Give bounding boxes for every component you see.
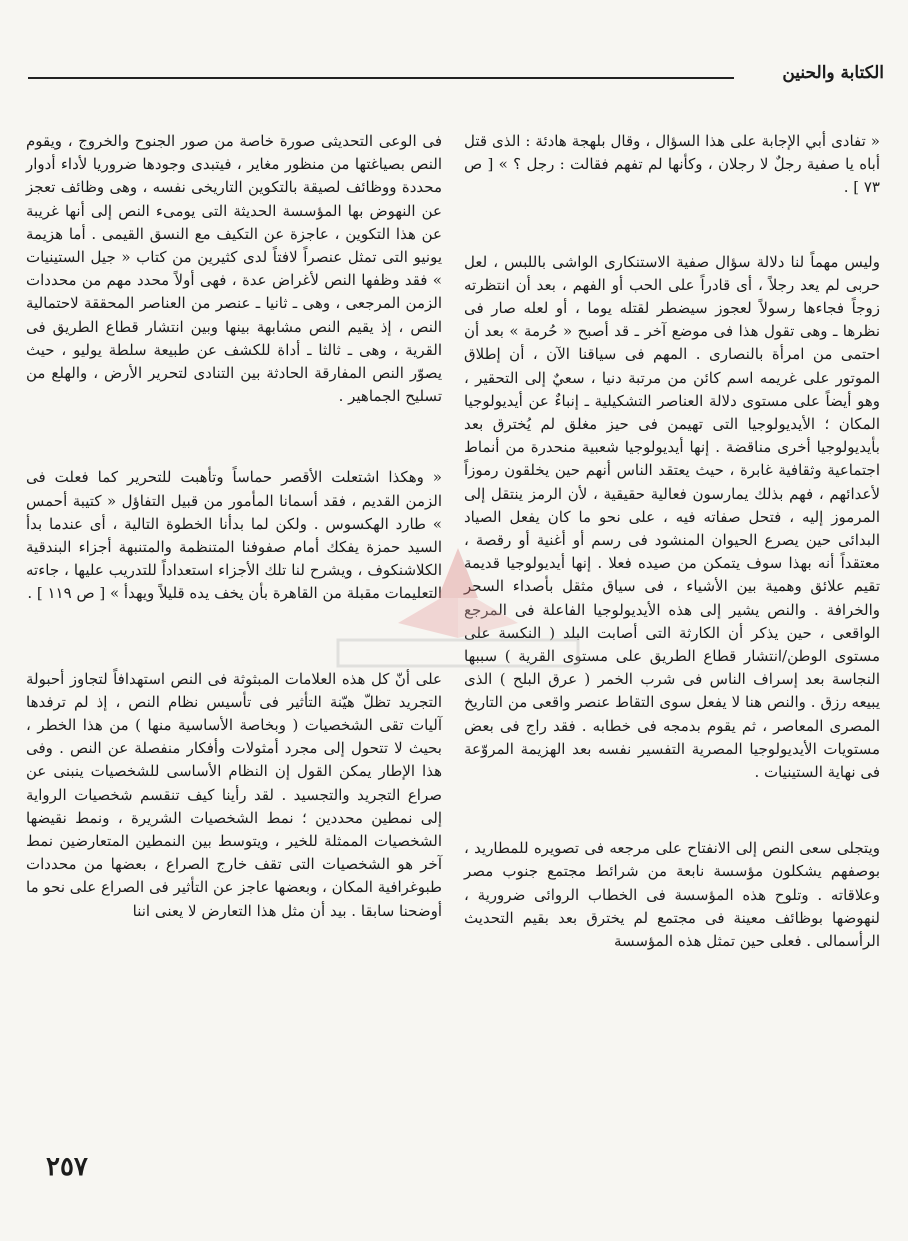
page-header — [28, 62, 884, 86]
left-column — [26, 130, 442, 923]
body-paragraph: ويتجلى سعى النص إلى الانفتاح على مرجعه فى تصويره للمطاريد ، بوصفهم يشكلون مؤسسة نابعة من شرائط مجتمع جنوب مصر وعلاقاته . وتلوح هذه المؤسسة فى الخطاب الروائى ضرورية ، لنهوضها بوظائف معينة فى مجتمع لم يخترق بعد بقيم التحديث الرأسمالى . فعلى حين تمثل هذه المؤسسة — [464, 839, 880, 951]
body-paragraph: وليس مهماً لنا دلالة سؤال صفية الاستنكارى الواشى باللبس ، لعل حربى لم يعد رجلاً ، أى قادراً على الحب أو الفهم ، بعد أن انتظرته زوجاً فجاءها رسولاً لعجوز سيضطر لقتله يوما ، أو لعله صار فى نظرها ـ وهى تقول هذا فى موضع آخر ـ قد أصبح « حُرمة » بعد أن احتمى من امرأة بالنصارى . المهم فى سياقنا الآن ، أن إطلاق الموتور على غريمه اسم كائن من مرتبة دنيا ، سعيٌ إلى التحقير ، وهو أيضاً على مستوى دلالة العناصر التشكيلية ـ إنباءٌ عن أيديولوجيا المكان ؛ الأيديولوجيا التى تهيمن فى حيز مغلق لم يُخترق بعد بأيديولوجيا أخرى مناقضة . إنها أيديولوجيا شعبية منحدرة من أنماط اجتماعية وثقافية غابرة ، حيث يعتقد الناس أنهم حين يخلقون رموزاً لأعدائهم ، فهم بذلك يمارسون فعالية حقيقية ، لأن الرمز ينتقل إلى المرموز إليه ، فتحل صفاته فيه ، على نحو ما كان يفعل الصياد البدائى حين يصرع الحيوان المنشود فى رسم أو أغنية أو رقصة ، معتقداً أنه بهذا سوف يتمكن من صيده فعلا . إنها أيديولوجيا قديمة تقيم علائق وهمية بين الأشياء ، فى سياق مثقل بأصداء السحر والخرافة . والنص يشير إلى هذه الأيديولوجيا الفاعلة فى المرجع الواقعى ، حين يذكر أن الكارثة التى أصابت البلد ( النكسة على مستوى الوطن/انتشار قطاع الطريق على مستوى القرية ) سببها النجاسة بعد إسراف الناس فى شرب الخمر ( عرق البلح ) الذى يبيعه رزق . والنص هنا لا يفعل سوى التقاط عنصر واقعى من التاريخ المصرى المعاصر ، ثم يقوم بدمجه فى خطابه . فقد راج فى بعض مستويات الأيديولوجيا المصرية التفسير نفسه بعد الهزيمة المروّعة فى نهاية الستينيات . — [464, 252, 880, 782]
body-paragraph: على أنّ كل هذه العلامات المبثوثة فى النص استهدافاً لتجاوز أحبولة التجريد تظلّ هيّنة التأثير فى تأسيس نظام النص ، إذ لم ترفدها آليات تقى الشخصيات ( وبخاصة الأساسية منها ) من هذا الخطر ، بحيث لا تتحول إلى مجرد أمثولات وأفكار منفصلة عن النص . وفى هذا الإطار يمكن القول إن النظام الأساسى للشخصيات ينبنى عن صراع التجريد والتجسيد . لقد رأينا كيف تنقسم شخصيات الرواية إلى نمطين محددين ؛ نمط الشخصيات الشريرة ، ونمط نقيضها الشخصيات الممثلة للخير ، ويتوسط بين النمطين المتعارضين نمط آخر هو الشخصيات التى تقف خارج الصراع ، بعضها من محددات طبوغرافية المكان ، وبعضها عاجز عن التأثير فى الصراع على نحو ما أوضحنا سابقا . بيد أن مثل هذا التعارض لا يعنى اننا — [26, 669, 442, 920]
page-number: ٢٥٧ — [46, 1152, 88, 1182]
body-paragraph: فى الوعى التحديثى صورة خاصة من صور الجنوح والخروج ، ويقوم النص بصياغتها من منظور مغاير ، فيتبدى وجودها ضروريا لأداء أدوار محددة ووظائف لصيقة بالتكوين التاريخى نفسه ، وهى وظائف تعجز عن النهوض بها المؤسسة الحديثة التى يومىء النص إلى أنها غريبة عن هذا التكوين ، عاجزة عن التكيف مع النسق القيمى . أما هزيمة يونيو التى تمثل عنصراً لافتاً لدى كثيرين من كتاب « جيل الستينيات » فقد وظفها النص لأغراض عدة ، فهى أولاً محدد مهم من محددات الزمن المرجعى ، وهى ـ ثانيا ـ عنصر من العناصر المحققة لاحتمالية النص ، إذ يقيم النص مشابهة بينها وبين انتشار قطاع الطريق فى القرية ، وهى ـ ثالثا ـ أداة للكشف عن طبيعة سلطة يوليو ، حيث يصوّر النص المفارقة الحادثة بين التنادى لتحرير الأرض ، والهلع من تسليح الجماهير . — [26, 132, 442, 406]
running-title: الكتابة والحنين — [782, 63, 884, 83]
quote-paragraph: « وهكذا اشتعلت الأقصر حماساً وتأهبت للتحرير كما فعلت فى الزمن القديم ، فقد أسمانا المأمور من قبيل التفاؤل « كتيبة أحمس » طارد الهكسوس . ولكن لما بدأنا الخطوة التالية ، أى عندما بدأ السيد حمزة يفكك أمام صفوفنا المتنظمة والمتنبهة أجزاء البندقية الكلاشنكوف ، ويشرح لنا تلك الأجزاء استعداداً للتدريب عليها ، جاءته التعليمات مقبلة من القاهرة بأن يخف يده قليلاً ويهدأ » [ ص ١١٩ ] . — [26, 468, 442, 603]
header-rule — [28, 77, 734, 79]
right-column — [464, 130, 880, 953]
quote-paragraph: « تفادى أبي الإجابة على هذا السؤال ، وقال بلهجة هادئة : الذى قتل أباه يا صفية رجلٌ لا رجلان ، وكأنها لم تفهم فقالت : رجل ؟ » [ ص ٧٣ ] . — [464, 132, 880, 197]
